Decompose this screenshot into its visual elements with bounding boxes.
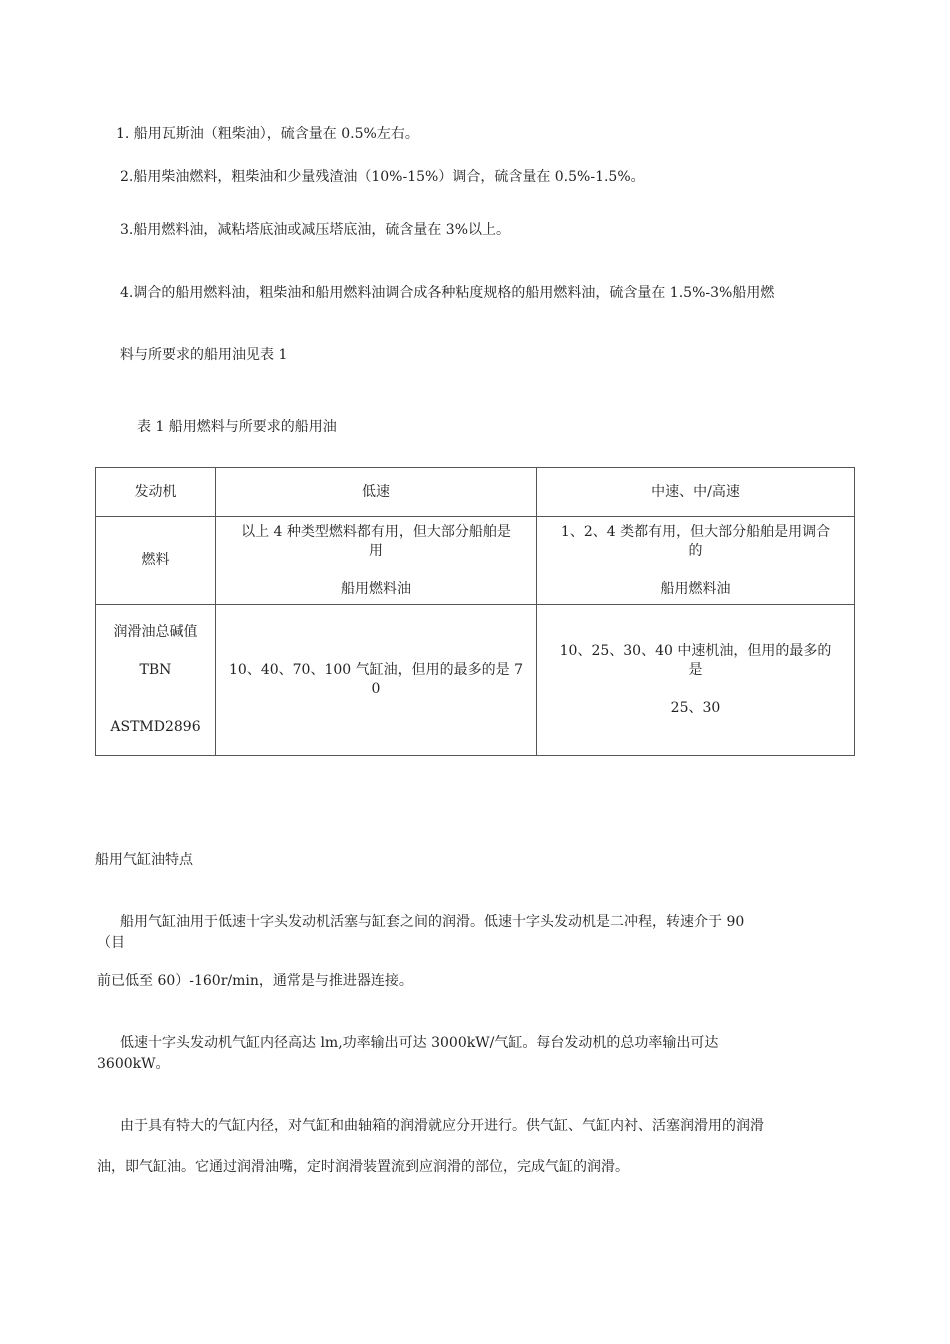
list-item-4-continued: 料与所要求的船用油见表 1 <box>120 347 288 363</box>
list-item-2: 2.船用柴油燃料，粗柴油和少量残渣油（10%-15%）调合，硫含量在 0.5%-1.5%。 <box>120 169 645 185</box>
tbn-mid-line1: 10、25、30、40 中速机油，但用的最多的 <box>559 643 832 659</box>
tbn-label-line1: 润滑油总碱值 <box>113 624 198 640</box>
list-item-1: 1. 船用瓦斯油（粗柴油），硫含量在 0.5%左右。 <box>116 126 419 142</box>
tbn-low-speed-cell <box>216 605 537 756</box>
tbn-label-line2: TBN <box>139 662 172 678</box>
tbn-mid-line2: 是 <box>688 662 703 678</box>
fuel-oil-table <box>95 467 855 756</box>
tbn-mid-line3: 25、30 <box>670 700 721 716</box>
tbn-low-line2: 0 <box>371 681 381 697</box>
tbn-label-line3: ASTMD2896 <box>110 719 201 735</box>
paragraph-1-line3: 前已低至 60）-160r/min，通常是与推进器连接。 <box>97 973 413 989</box>
paragraph-3-line1: 由于具有特大的气缸内径，对气缸和曲轴箱的润滑就应分开进行。供气缸、气缸内衬、活塞润滑用的润滑 <box>120 1118 764 1134</box>
list-item-4: 4.调合的船用燃料油，粗柴油和船用燃料油调合成各种粘度规格的船用燃料油，硫含量在 1.5%-3%船用燃 <box>120 285 775 301</box>
fuel-label: 燃料 <box>96 517 216 605</box>
header-low-speed: 低速 <box>216 468 537 517</box>
table-caption: 表 1 船用燃料与所要求的船用油 <box>137 419 337 435</box>
tbn-mid-speed-cell <box>537 605 855 756</box>
paragraph-2-line1: 低速十字头发动机气缸内径高达 lm,功率输出可达 3000kW/气缸。每台发动机的总功率输出可达 <box>120 1035 719 1051</box>
fuel-mid-line1: 1、2、4 类都有用，但大部分船舶是用调合 <box>560 523 831 540</box>
fuel-low-line1: 以上 4 种类型燃料都有用，但大部分船舶是 <box>241 523 511 540</box>
fuel-low-line3: 船用燃料油 <box>341 580 411 597</box>
section-title: 船用气缸油特点 <box>95 852 193 868</box>
fuel-mid-line3: 船用燃料油 <box>660 580 731 597</box>
fuel-low-speed-cell <box>216 517 537 605</box>
table-header-row <box>96 468 855 517</box>
table-row-tbn <box>96 605 855 756</box>
fuel-mid-speed-cell <box>537 517 855 605</box>
paragraph-3-line2: 油，即气缸油。它通过润滑油嘴，定时润滑装置流到应润滑的部位，完成气缸的润滑。 <box>97 1159 629 1175</box>
table-row-fuel <box>96 517 855 605</box>
paragraph-2-line2: 3600kW。 <box>97 1056 170 1072</box>
list-item-3: 3.船用燃料油，减粘塔底油或减压塔底油，硫含量在 3%以上。 <box>120 222 511 238</box>
header-mid-speed: 中速、中/高速 <box>537 468 855 517</box>
paragraph-1-line2: （目 <box>97 935 125 951</box>
tbn-low-line1: 10、40、70、100 气缸油，但用的最多的是 7 <box>229 662 523 678</box>
fuel-low-line2: 用 <box>369 542 383 559</box>
paragraph-1-line1: 船用气缸油用于低速十字头发动机活塞与缸套之间的润滑。低速十字头发动机是二冲程，转速介于 90 <box>120 914 745 930</box>
header-engine: 发动机 <box>96 468 216 517</box>
tbn-label-cell <box>96 605 216 756</box>
fuel-mid-line2: 的 <box>688 542 703 559</box>
